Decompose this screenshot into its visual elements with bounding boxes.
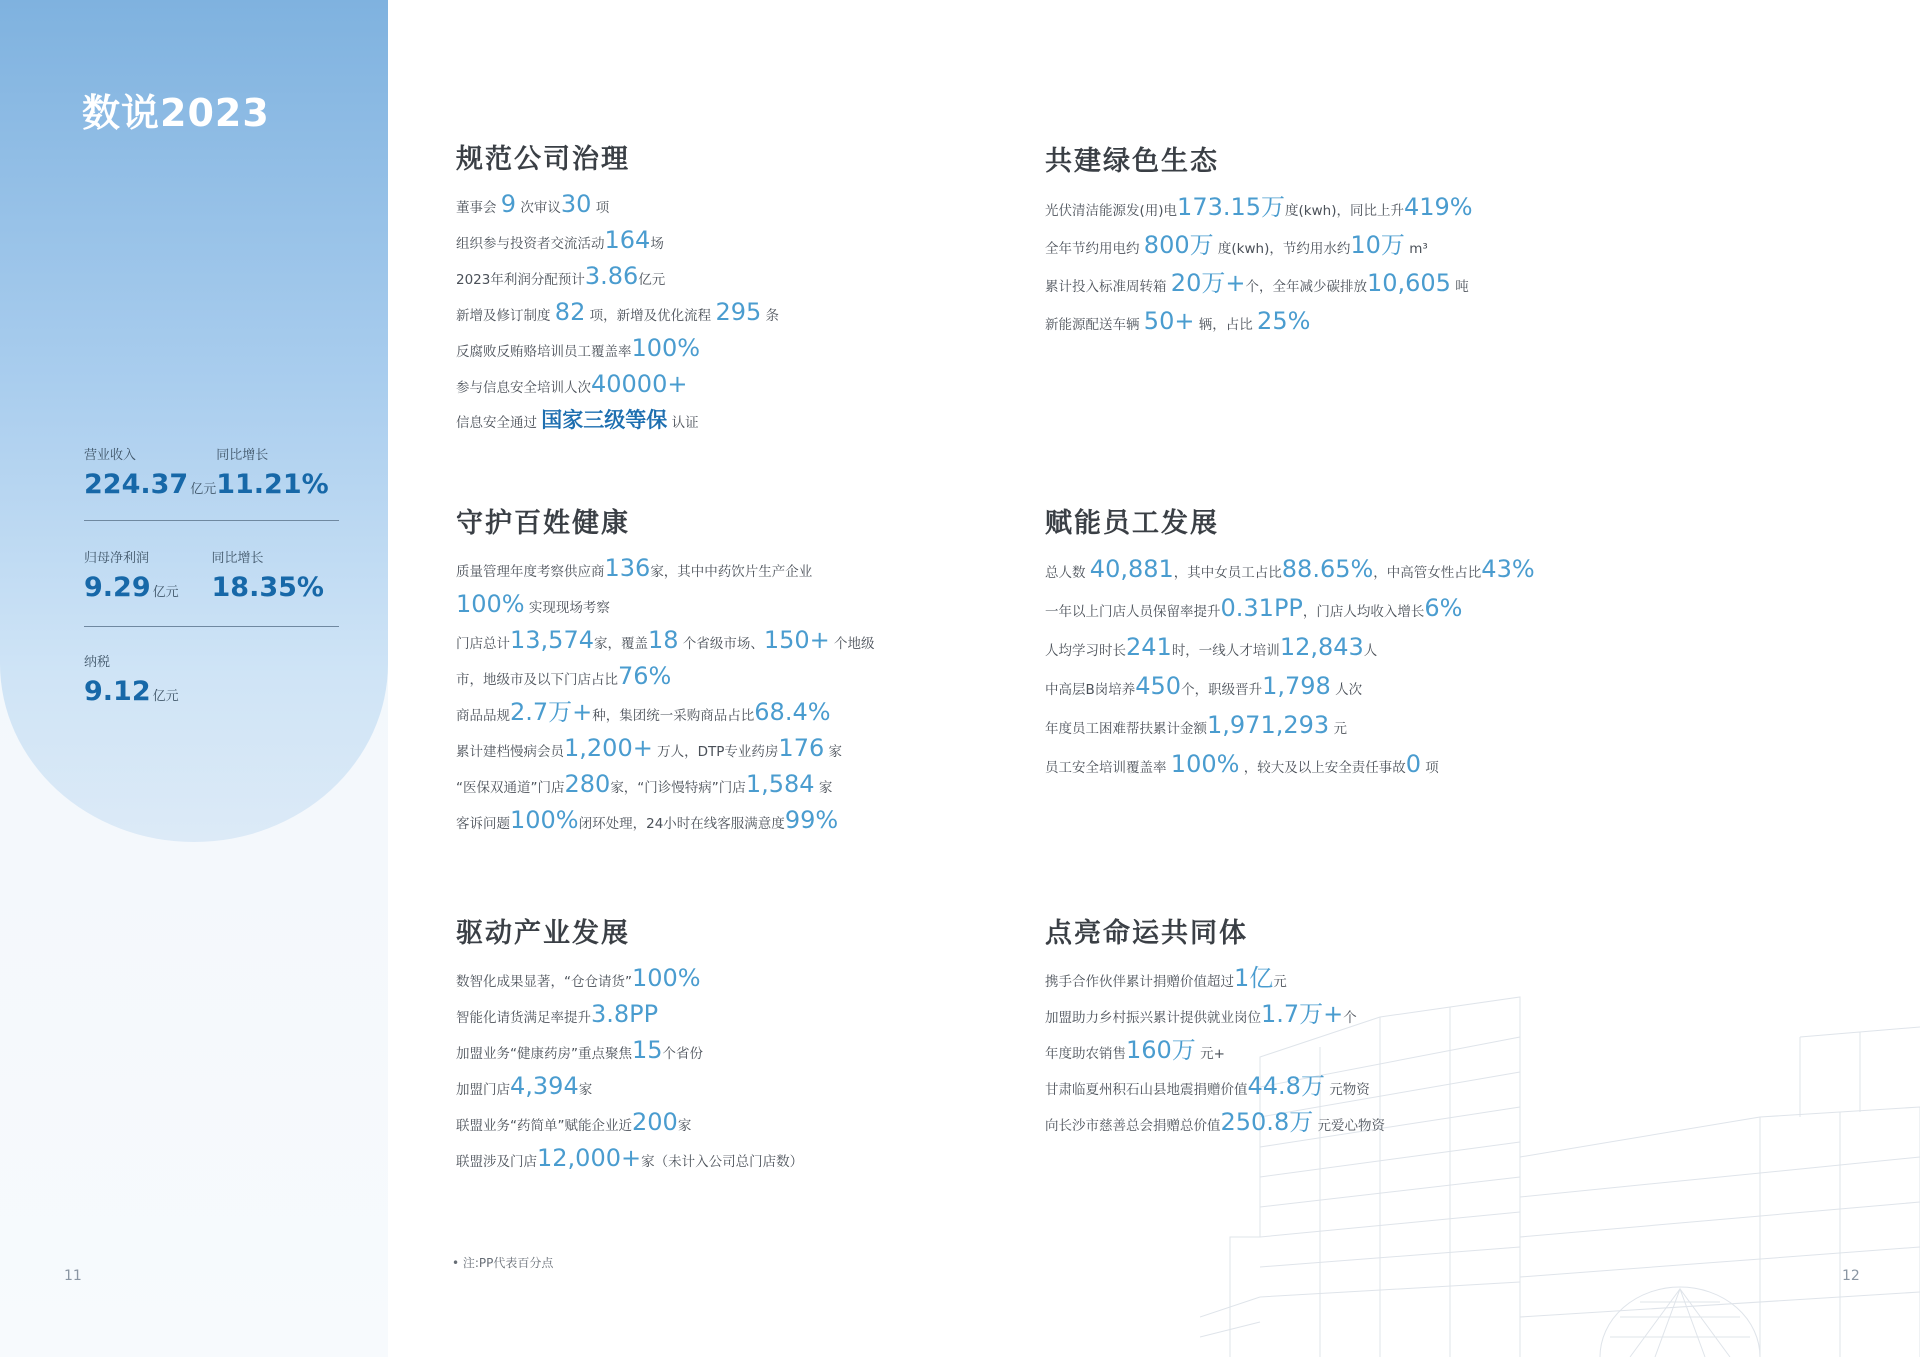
list-item: 门店总计13,574家，覆盖18 个省级市场、150+ 个地级 xyxy=(456,626,875,654)
list-item: 总人数 40,881，其中女员工占比88.65%，中高管女性占比43% xyxy=(1045,555,1535,583)
list-item: 商品品规2.7万+种，集团统一采购商品占比68.4% xyxy=(456,698,831,726)
list-item: 向长沙市慈善总会捐赠总价值250.8万 元爱心物资 xyxy=(1045,1108,1386,1136)
list-item: 2023年利润分配预计3.86亿元 xyxy=(456,262,666,290)
list-item: 加盟业务“健康药房”重点聚焦15个省份 xyxy=(456,1036,704,1064)
section-health xyxy=(456,501,875,838)
list-item: 联盟涉及门店12,000+家（未计入公司总门店数） xyxy=(456,1144,804,1172)
stat-label: 归母净利润 xyxy=(84,551,150,566)
list-item: 新能源配送车辆 50+ 辆，占比 25% xyxy=(1045,307,1311,335)
list-item: 反腐败反贿赂培训员工覆盖率100% xyxy=(456,334,701,362)
list-item: 累计建档慢病会员1,200+ 万人，DTP专业药房176 家 xyxy=(456,734,843,762)
section-title: 赋能员工发展 xyxy=(1045,508,1219,539)
section-title: 守护百姓健康 xyxy=(456,508,630,539)
list-item: 全年节约用电约 800万 度(kwh)，节约用水约10万 m³ xyxy=(1045,231,1428,259)
section-governance xyxy=(456,137,779,438)
list-item: 客诉问题100%闭环处理，24小时在线客服满意度99% xyxy=(456,806,839,834)
list-item: 携手合作伙伴累计捐赠价值超过1亿元 xyxy=(1045,964,1287,992)
list-item: 信息安全通过 国家三级等保 认证 xyxy=(456,408,699,432)
section-employee xyxy=(1045,501,1535,784)
list-item: 中高层B岗培养450个，职级晋升1,798 人次 xyxy=(1045,672,1363,700)
list-item: 100% 实现现场考察 xyxy=(456,590,610,618)
stat-label: 同比增长 xyxy=(211,551,264,566)
list-item: 参与信息安全培训人次40000+ xyxy=(456,370,688,398)
section-title: 共建绿色生态 xyxy=(1045,146,1219,177)
list-item: 组织参与投资者交流活动164场 xyxy=(456,226,664,254)
list-item: “医保双通道”门店280家，“门诊慢特病”门店1,584 家 xyxy=(456,770,833,798)
stat-value: 18.35% xyxy=(211,572,324,603)
list-item: 光伏清洁能源发(用)电173.15万度(kwh)，同比上升419% xyxy=(1045,193,1473,221)
left-panel xyxy=(0,0,388,1357)
stat-label: 营业收入 xyxy=(84,448,137,463)
section-industry xyxy=(456,911,803,1176)
page-number-left: 11 xyxy=(64,1268,82,1284)
list-item: 一年以上门店人员保留率提升0.31PP，门店人均收入增长6% xyxy=(1045,594,1463,622)
list-item: 数智化成果显著，“仓仓请货”100% xyxy=(456,964,701,992)
stat-value: 224.37 xyxy=(84,469,189,500)
divider xyxy=(84,626,339,627)
footnote: • 注:PP代表百分点 xyxy=(452,1256,554,1270)
list-item: 年度员工困难帮扶累计金额1,971,293 元 xyxy=(1045,711,1347,739)
stat-net-profit xyxy=(84,547,339,603)
section-community xyxy=(1045,911,1385,1140)
page-title: 数说2023 xyxy=(82,91,270,135)
list-item: 质量管理年度考察供应商136家，其中中药饮片生产企业 xyxy=(456,554,813,582)
stat-unit: 亿元 xyxy=(152,689,179,704)
list-item: 智能化请货满足率提升3.8PP xyxy=(456,1000,659,1028)
list-item: 加盟助力乡村振兴累计提供就业岗位1.7万+个 xyxy=(1045,1000,1357,1028)
section-title: 规范公司治理 xyxy=(456,144,630,175)
stat-label: 同比增长 xyxy=(216,448,269,463)
stat-tax xyxy=(84,651,339,707)
list-item: 联盟业务“药简单”赋能企业近200家 xyxy=(456,1108,692,1136)
list-item: 累计投入标准周转箱 20万+个，全年减少碳排放10,605 吨 xyxy=(1045,269,1469,297)
section-green xyxy=(1045,139,1473,340)
list-item: 年度助农销售160万 元+ xyxy=(1045,1036,1225,1064)
list-item: 员工安全培训覆盖率 100% ，较大及以上安全责任事故0 项 xyxy=(1045,750,1439,778)
stat-label: 纳税 xyxy=(84,655,111,670)
list-item: 董事会 9 次审议30 项 xyxy=(456,190,610,218)
stat-value: 9.29 xyxy=(84,572,151,603)
divider xyxy=(84,520,339,521)
list-item: 新增及修订制度 82 项，新增及优化流程 295 条 xyxy=(456,298,780,326)
stat-revenue xyxy=(84,444,339,500)
stat-value: 11.21% xyxy=(216,469,329,500)
stat-unit: 亿元 xyxy=(152,585,179,600)
stat-unit: 亿元 xyxy=(190,482,217,497)
list-item: 人均学习时长241时，一线人才培训12,843人 xyxy=(1045,633,1378,661)
stat-value: 9.12 xyxy=(84,676,151,707)
section-title: 点亮命运共同体 xyxy=(1045,918,1248,949)
list-item: 甘肃临夏州积石山县地震捐赠价值44.8万 元物资 xyxy=(1045,1072,1370,1100)
page-number-right: 12 xyxy=(1842,1268,1860,1284)
list-item: 市，地级市及以下门店占比76% xyxy=(456,662,672,690)
section-title: 驱动产业发展 xyxy=(456,918,630,949)
list-item: 加盟门店4,394家 xyxy=(456,1072,593,1100)
